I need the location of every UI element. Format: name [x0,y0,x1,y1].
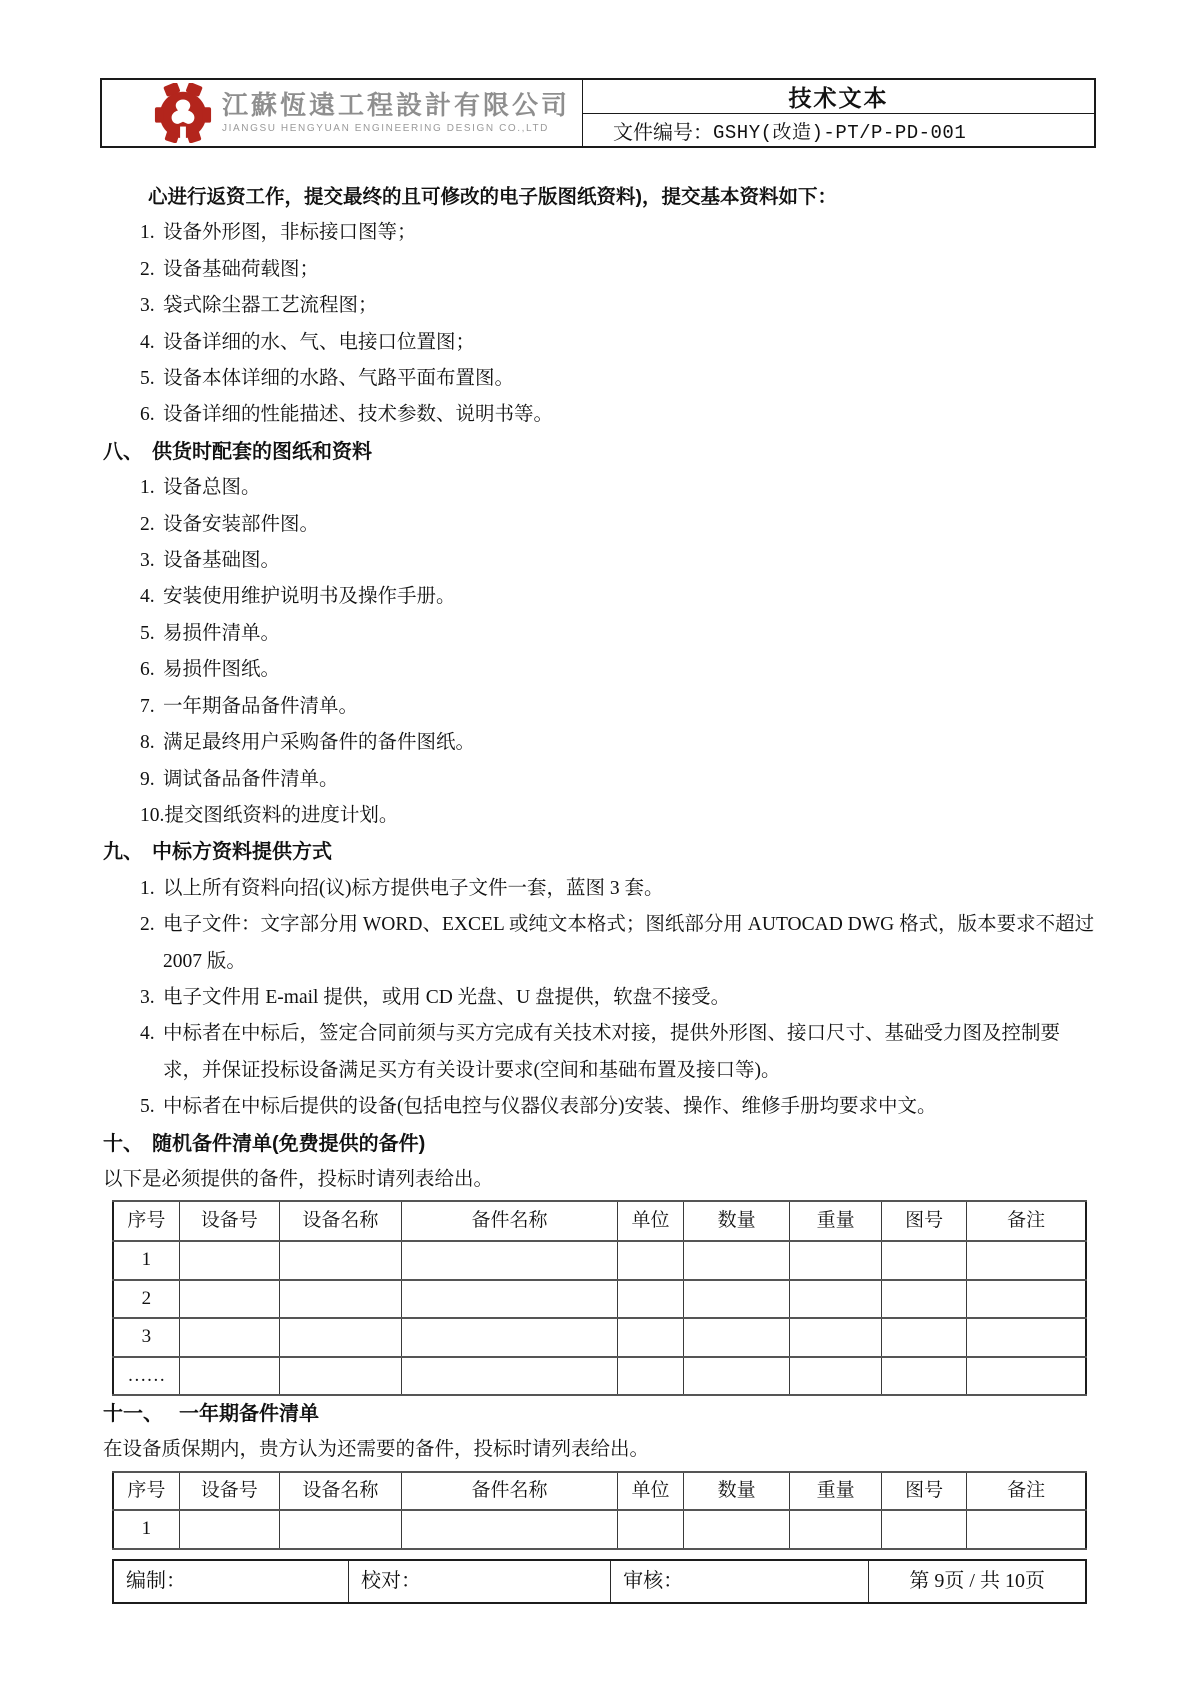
col-header: 设备号 [179,1201,279,1241]
list-item [140,507,1097,543]
row-index-cell: 1 [113,1510,179,1548]
list-item-text: 设备总图。 [163,477,261,499]
empty-cell [179,1510,279,1548]
empty-cell [401,1280,617,1318]
list-item-number: 6. [140,659,155,681]
document-body [103,179,1097,1604]
col-header: 序号 [113,1472,179,1510]
list-item-number: 3. [140,295,155,317]
list-item-number: 4. [140,1023,155,1045]
list-item-text: 设备安装部件图。 [163,513,320,535]
empty-cell [684,1318,790,1356]
list-item [140,361,1097,397]
col-header: 备注 [967,1472,1086,1510]
spare-parts-table-one-year [112,1471,1087,1550]
list-item [140,470,1097,506]
list-item-number: 5. [140,368,155,390]
col-header: 图号 [882,1201,967,1241]
empty-cell [684,1357,790,1395]
table-row [113,1318,1086,1356]
section-number: 八、 [103,440,143,463]
list-item-text: 电子文件：文字部分用 WORD、EXCEL 或纯文本格式；图纸部分用 AUTOCAD DWG 格式，版本要求不超过 2007 版。 [163,914,1095,972]
empty-cell [967,1280,1086,1318]
empty-cell [279,1357,401,1395]
col-header: 图号 [882,1472,967,1510]
table-row [113,1510,1086,1548]
list-item-text: 设备基础图。 [163,550,281,572]
company-gear-logo-icon [154,83,212,143]
list-item-text: 设备详细的性能描述、技术参数、说明书等。 [163,404,554,426]
list-item-text: 一年期备品备件清单。 [163,695,359,717]
company-name-block [222,92,570,135]
empty-cell [401,1241,617,1279]
empty-cell [882,1510,967,1548]
list-item-number: 8. [140,732,155,754]
page-number: 第 9页 / 共 10页 [868,1561,1085,1602]
list-item-text: 设备详细的水、气、电接口位置图； [163,331,476,353]
list-item-text: 调试备品备件清单。 [163,768,339,790]
empty-cell [882,1241,967,1279]
table-row [113,1280,1086,1318]
section-title: 中标方资料提供方式 [152,841,332,864]
list-item [140,652,1097,688]
list-item-number: 2. [140,513,155,535]
list-item-text: 电子文件用 E-mail 提供，或用 CD 光盘、U 盘提供，软盘不接受。 [163,986,731,1008]
empty-cell [790,1280,882,1318]
doc-number-row [583,114,1094,146]
col-header: 备件名称 [401,1201,617,1241]
list-item-number: 2. [140,914,155,936]
empty-cell [882,1357,967,1395]
section-heading-10 [103,1126,1097,1162]
list-item [140,689,1097,725]
spare-parts-table-free [112,1200,1087,1396]
section-heading-9 [103,834,1097,870]
checked-by-cell: 校对： [348,1561,610,1602]
row-index-cell: …… [113,1357,179,1395]
col-header: 单位 [617,1472,683,1510]
table1-intro-text: 以下是必须提供的备件，投标时请列表给出。 [103,1168,494,1190]
list-item [140,325,1097,361]
empty-cell [967,1241,1086,1279]
table-row [113,1241,1086,1279]
empty-cell [279,1241,401,1279]
empty-cell [179,1280,279,1318]
list-item-text: 满足最终用户采购备件的备件图纸。 [163,732,476,754]
page-footer [112,1559,1087,1604]
list-item [140,397,1097,433]
col-header: 设备名称 [279,1201,401,1241]
col-header: 重量 [790,1201,882,1241]
list-item-text: 设备基础荷载图； [163,258,320,280]
col-header: 备件名称 [401,1472,617,1510]
empty-cell [790,1357,882,1395]
doc-type-title: 技术文本 [583,80,1094,114]
list-item [140,1016,1097,1089]
empty-cell [279,1280,401,1318]
empty-cell [790,1318,882,1356]
list-item [140,215,1097,251]
empty-cell [882,1280,967,1318]
doc-number-label: 文件编号： [613,121,713,144]
list-item-number: 9. [140,768,155,790]
list-item-text: 中标者在中标后，签定合同前须与买方完成有关技术对接，提供外形图、接口尺寸、基础受力图及控制要求，并保证投标设备满足买方有关设计要求(空间和基础布置及接口等)。 [163,1023,1061,1081]
table-row [113,1357,1086,1395]
empty-cell [790,1241,882,1279]
document-header [100,78,1096,148]
empty-cell [617,1280,683,1318]
col-header: 数量 [684,1472,790,1510]
table-header-row [113,1472,1086,1510]
list-item-number: 1. [140,222,155,244]
company-name-cn: 江蘇恆遠工程設計有限公司 [222,90,571,120]
list-item-text: 以上所有资料向招(议)标方提供电子文件一套，蓝图 3 套。 [163,877,664,899]
row-index-cell: 2 [113,1280,179,1318]
list-item-text: 袋式除尘器工艺流程图； [163,295,378,317]
empty-cell [617,1357,683,1395]
empty-cell [882,1318,967,1356]
list-item [140,252,1097,288]
list-item [140,1089,1097,1125]
company-block [102,80,582,146]
list-item-text: 易损件清单。 [163,622,281,644]
intro-paragraph: 心进行返资工作，提交最终的且可修改的电子版图纸资料)，提交基本资料如下： [148,186,837,208]
list-item [140,798,1097,834]
list-item-text: 设备外形图，非标接口图等； [163,222,417,244]
section-heading-8 [103,434,1097,470]
list-item-number: 10. [140,804,165,826]
col-header: 设备名称 [279,1472,401,1510]
section-title: 一年期备件清单 [179,1403,319,1425]
list-item-number: 1. [140,877,155,899]
table-header-row [113,1201,1086,1241]
list-item-number: 5. [140,1096,155,1118]
list-item [140,907,1097,980]
section-number: 十、 [103,1132,143,1155]
section-heading-11 [103,1396,1097,1432]
empty-cell [401,1510,617,1548]
section-number: 十一、 [103,1403,163,1425]
empty-cell [617,1510,683,1548]
list-item-number: 5. [140,622,155,644]
list-item [140,871,1097,907]
empty-cell [279,1318,401,1356]
empty-cell [401,1357,617,1395]
list-item-number: 4. [140,586,155,608]
empty-cell [179,1318,279,1356]
list-item-text: 中标者在中标后提供的设备(包括电控与仪器仪表部分)安装、操作、维修手册均要求中文。 [163,1096,937,1118]
section-number: 九、 [103,841,143,864]
col-header: 备注 [967,1201,1086,1241]
list-item-number: 2. [140,258,155,280]
col-header: 数量 [684,1201,790,1241]
list-item-number: 4. [140,331,155,353]
table2-intro-text: 在设备质保期内，贵方认为还需要的备件，投标时请列表给出。 [103,1439,650,1461]
empty-cell [967,1357,1086,1395]
empty-cell [279,1510,401,1548]
list-item [140,616,1097,652]
prepared-by-cell: 编制： [126,1569,186,1592]
col-header: 单位 [617,1201,683,1241]
company-name-en: JIANGSU HENGYUAN ENGINEERING DESIGN CO.,LTD [222,123,549,135]
empty-cell [179,1357,279,1395]
list-item-number: 1. [140,477,155,499]
empty-cell [684,1510,790,1548]
row-index-cell: 3 [113,1318,179,1356]
empty-cell [401,1318,617,1356]
list-item-text: 提交图纸资料的进度计划。 [164,804,399,826]
doc-title-block [582,80,1094,146]
empty-cell [684,1280,790,1318]
empty-cell [967,1318,1086,1356]
list-item [140,288,1097,324]
list-item-text: 设备本体详细的水路、气路平面布置图。 [163,368,515,390]
col-header: 设备号 [179,1472,279,1510]
row-index-cell: 1 [113,1241,179,1279]
list-item-number: 6. [140,404,155,426]
section-title: 供货时配套的图纸和资料 [152,440,372,463]
reviewed-by-cell: 审核： [610,1561,868,1602]
list-item-number: 3. [140,550,155,572]
col-header: 序号 [113,1201,179,1241]
list-item-number: 7. [140,695,155,717]
empty-cell [790,1510,882,1548]
empty-cell [967,1510,1086,1548]
list-item [140,543,1097,579]
list-item-text: 易损件图纸。 [163,659,281,681]
doc-number-value: GSHY(改造)-PT/P-PD-001 [713,121,967,144]
empty-cell [617,1241,683,1279]
section-title: 随机备件清单(免费提供的备件) [152,1132,426,1155]
list-item [140,579,1097,615]
empty-cell [179,1241,279,1279]
empty-cell [684,1241,790,1279]
list-item [140,725,1097,761]
list-item [140,980,1097,1016]
list-item-number: 3. [140,986,155,1008]
empty-cell [617,1318,683,1356]
list-item-text: 安装使用维护说明书及操作手册。 [163,586,456,608]
list-item [140,762,1097,798]
col-header: 重量 [790,1472,882,1510]
